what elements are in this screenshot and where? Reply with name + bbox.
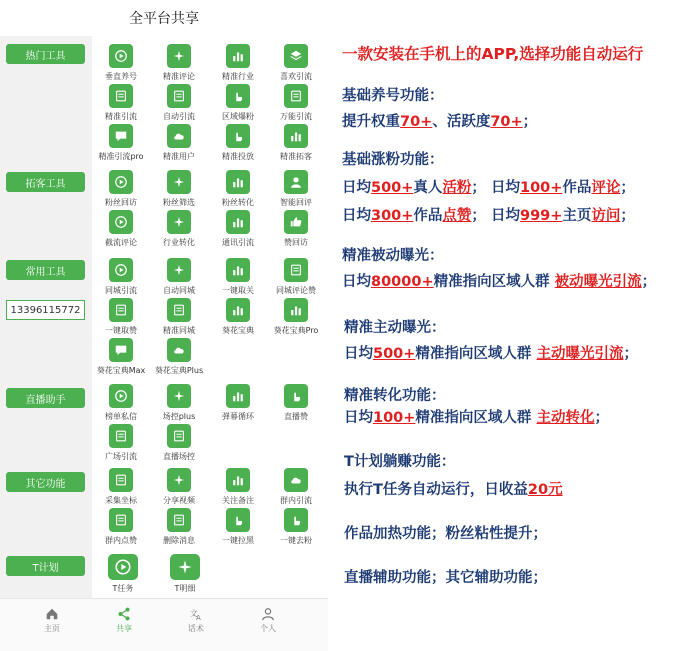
- tool-label: 粉丝回访: [105, 198, 137, 207]
- tool-label: 一键取赞: [105, 326, 137, 335]
- tool-label: 通讯引流: [222, 238, 254, 247]
- tool-label: 一键去粉: [280, 536, 312, 545]
- document-icon: [167, 424, 191, 448]
- tool-label: 喜欢引流: [280, 72, 312, 81]
- tool-label: 一键拉黑: [222, 536, 254, 545]
- tool-tile[interactable]: [150, 298, 208, 338]
- tool-tile[interactable]: [150, 424, 208, 464]
- tool-label: 区域爆粉: [222, 112, 254, 121]
- tool-tile[interactable]: [267, 258, 325, 298]
- tool-label: 葵花宝典Plus: [154, 366, 204, 375]
- tool-tile[interactable]: [92, 384, 150, 424]
- section-passive-exposure: 精准被动曝光：: [342, 248, 444, 264]
- tool-label: 万能引流: [280, 112, 312, 121]
- section-t-plan-line: 执行T任务自动运行，日收益20元: [344, 482, 563, 498]
- tool-tile[interactable]: [209, 508, 267, 548]
- hand-tap-icon: [226, 84, 250, 108]
- tool-tile[interactable]: [209, 44, 267, 84]
- hand-tap-icon: [284, 508, 308, 532]
- nav-profile[interactable]: 个人: [238, 607, 298, 634]
- cloud-upload-icon: [167, 338, 191, 362]
- sparkle-icon: [167, 468, 191, 492]
- chart-icon: [226, 44, 250, 68]
- tool-label: 直播场控: [163, 452, 195, 461]
- section-active-exposure-line: 日均500+精准指向区域人群 主动曝光引流；: [344, 346, 638, 362]
- document-icon: [167, 508, 191, 532]
- tool-tile[interactable]: [209, 468, 267, 508]
- document-icon: [109, 84, 133, 108]
- tool-label: 精准引流: [105, 112, 137, 121]
- document-icon: [109, 424, 133, 448]
- nav-home[interactable]: 主页: [22, 607, 82, 634]
- tool-label: 自动同城: [163, 286, 195, 295]
- translate-icon: [189, 607, 203, 621]
- layers-icon: [284, 44, 308, 68]
- hand-tap-icon: [226, 508, 250, 532]
- tool-label: T明细: [174, 584, 196, 593]
- tool-tile[interactable]: [150, 170, 208, 210]
- tool-label: 精准拓客: [280, 152, 312, 161]
- document-icon: [109, 508, 133, 532]
- svg-text:文: 文: [189, 608, 198, 618]
- tool-label: 葵花宝典Pro: [273, 326, 319, 335]
- tool-tile[interactable]: [156, 554, 214, 594]
- tool-label: 智能回评: [280, 198, 312, 207]
- sidebar: [0, 36, 92, 598]
- tool-label: T任务: [112, 584, 134, 593]
- tool-label: 截流评论: [105, 238, 137, 247]
- tool-label: 葵花宝典Max: [96, 366, 146, 375]
- tool-tile[interactable]: [92, 424, 150, 464]
- tool-tile[interactable]: [150, 468, 208, 508]
- tool-label: 采集坐标: [105, 496, 137, 505]
- tool-label: 精准评论: [163, 72, 195, 81]
- tool-label: 弹幕循环: [222, 412, 254, 421]
- section-fans-line-2: 日均300+作品点赞； 日均999+主页访问；: [342, 208, 635, 224]
- section-heating: 作品加热功能；粉丝粘性提升；: [344, 526, 547, 542]
- tool-label: 精准同城: [163, 326, 195, 335]
- section-fans-line-1: 日均500+真人活粉； 日均100+作品评论；: [342, 180, 635, 196]
- svg-text:A: A: [196, 614, 201, 621]
- tool-tile[interactable]: [209, 124, 267, 164]
- tool-label: 直播赞: [284, 412, 308, 421]
- tool-tile[interactable]: [150, 338, 208, 378]
- tool-tile[interactable]: [209, 210, 267, 250]
- tool-tile[interactable]: [267, 384, 325, 424]
- tool-tile[interactable]: [209, 84, 267, 124]
- sidebar-phone-number: 13396115772: [6, 300, 85, 320]
- tool-tile[interactable]: [92, 508, 150, 548]
- section-live-assist: 直播辅助功能；其它辅助功能；: [344, 570, 547, 586]
- chart-icon: [226, 210, 250, 234]
- section-basic-account-line: 提升权重70+、活跃度70+；: [342, 114, 538, 130]
- person-icon: [284, 170, 308, 194]
- tool-label: 删除消息: [163, 536, 195, 545]
- tool-tile[interactable]: [209, 258, 267, 298]
- tool-label: 同城评论赞: [276, 286, 316, 295]
- tool-label: 葵花宝典: [222, 326, 254, 335]
- promo-headline: 一款安装在手机上的APP,选择功能自动运行: [342, 45, 644, 63]
- section-passive-exposure-line: 日均80000+精准指向区域人群 被动曝光引流；: [342, 274, 657, 290]
- tool-label: 榜单私信: [105, 412, 137, 421]
- promo-panel: [330, 0, 700, 650]
- tool-tile[interactable]: [267, 298, 325, 338]
- hand-tap-icon: [284, 384, 308, 408]
- tool-tile[interactable]: [267, 468, 325, 508]
- tool-label: 精准用户: [163, 152, 195, 161]
- tool-tile[interactable]: [92, 338, 150, 378]
- section-conversion: 精准转化功能：: [344, 388, 446, 404]
- tool-tile[interactable]: [92, 468, 150, 508]
- sidebar-item-customer-tools[interactable]: 拓客工具: [6, 172, 85, 192]
- document-icon: [167, 84, 191, 108]
- tool-label: 群内点赞: [105, 536, 137, 545]
- tool-tile[interactable]: [209, 384, 267, 424]
- tool-label: 群内引流: [280, 496, 312, 505]
- bottom-nav: [0, 598, 328, 651]
- chart-icon: [226, 298, 250, 322]
- tool-tile[interactable]: [92, 210, 150, 250]
- tool-label: 一键取关: [222, 286, 254, 295]
- sidebar-item-common-tools[interactable]: 常用工具: [6, 260, 85, 280]
- cloud-upload-icon: [167, 124, 191, 148]
- tool-tile[interactable]: [267, 84, 325, 124]
- tool-tile[interactable]: [150, 210, 208, 250]
- tool-tile[interactable]: [92, 44, 150, 84]
- app-screen: [0, 0, 328, 650]
- sparkle-icon: [170, 554, 200, 580]
- tool-label: 分享视频: [163, 496, 195, 505]
- play-icon: [109, 258, 133, 282]
- tool-tile[interactable]: [267, 210, 325, 250]
- person-icon: [261, 607, 275, 621]
- play-icon: [108, 554, 138, 580]
- tool-tile[interactable]: [267, 508, 325, 548]
- chart-icon: [284, 124, 308, 148]
- tool-tile[interactable]: [150, 508, 208, 548]
- tool-label: 粉丝转化: [222, 198, 254, 207]
- tool-tile[interactable]: [209, 298, 267, 338]
- home-icon: [45, 607, 59, 621]
- section-active-exposure: 精准主动曝光：: [344, 320, 446, 336]
- tool-tile[interactable]: [92, 258, 150, 298]
- chart-icon: [284, 298, 308, 322]
- tool-label: 行业转化: [163, 238, 195, 247]
- section-conversion-line: 日均100+精准指向区域人群 主动转化；: [344, 410, 609, 426]
- chart-icon: [226, 258, 250, 282]
- chart-icon: [226, 384, 250, 408]
- nav-share[interactable]: 共享: [94, 607, 154, 634]
- document-icon: [109, 468, 133, 492]
- tool-tile[interactable]: [209, 170, 267, 210]
- tool-label: 场控plus: [162, 412, 196, 421]
- sparkle-icon: [167, 384, 191, 408]
- play-icon: [109, 384, 133, 408]
- section-t-plan: T计划躺赚功能：: [344, 454, 456, 470]
- tool-label: 精准投放: [222, 152, 254, 161]
- play-icon: [109, 210, 133, 234]
- sidebar-item-hot-tools[interactable]: 热门工具: [6, 44, 85, 64]
- document-icon: [284, 84, 308, 108]
- sidebar-item-live-assistant[interactable]: 直播助手: [6, 388, 85, 408]
- document-icon: [109, 298, 133, 322]
- tool-tile[interactable]: [267, 44, 325, 84]
- tool-tile[interactable]: [150, 258, 208, 298]
- document-icon: [167, 298, 191, 322]
- page-title: 全平台共享: [129, 11, 199, 27]
- tool-tile[interactable]: [92, 124, 150, 164]
- tool-tile[interactable]: [150, 44, 208, 84]
- hand-tap-icon: [226, 124, 250, 148]
- tool-tile[interactable]: [267, 124, 325, 164]
- tool-tile[interactable]: [150, 384, 208, 424]
- chart-icon: [226, 468, 250, 492]
- tool-label: 垂直养号: [105, 72, 137, 81]
- thumbs-up-icon: [284, 210, 308, 234]
- play-icon: [109, 170, 133, 194]
- sparkle-icon: [167, 170, 191, 194]
- tool-tile[interactable]: [150, 124, 208, 164]
- tool-tile[interactable]: [94, 554, 152, 594]
- section-fans: 基础涨粉功能：: [342, 152, 444, 168]
- play-icon: [109, 44, 133, 68]
- tool-label: 自动引流: [163, 112, 195, 121]
- share-icon: [117, 607, 131, 621]
- cloud-upload-icon: [284, 468, 308, 492]
- sparkle-icon: [167, 210, 191, 234]
- tool-tile[interactable]: [92, 298, 150, 338]
- tool-tile[interactable]: [92, 170, 150, 210]
- tool-tile[interactable]: [267, 170, 325, 210]
- tool-label: 精准行业: [222, 72, 254, 81]
- tool-tile[interactable]: [92, 84, 150, 124]
- nav-scripts[interactable]: 文 A 话术: [188, 608, 204, 633]
- message-icon: [109, 124, 133, 148]
- sparkle-icon: [167, 44, 191, 68]
- message-icon: [109, 338, 133, 362]
- document-icon: [284, 258, 308, 282]
- tool-grid: [92, 36, 328, 598]
- chart-icon: [226, 170, 250, 194]
- tool-label: 精准引流pro: [98, 152, 144, 161]
- section-basic-account: 基础养号功能：: [342, 88, 444, 104]
- tool-tile[interactable]: [150, 84, 208, 124]
- tool-label: 关注备注: [222, 496, 254, 505]
- sidebar-item-t-plan[interactable]: T计划: [6, 556, 85, 576]
- tool-label: 广场引流: [105, 452, 137, 461]
- sparkle-icon: [167, 258, 191, 282]
- tool-label: 粉丝筛选: [163, 198, 195, 207]
- sidebar-item-other-features[interactable]: 其它功能: [6, 472, 85, 492]
- tool-label: 赞回访: [284, 238, 308, 247]
- tool-label: 同城引流: [105, 286, 137, 295]
